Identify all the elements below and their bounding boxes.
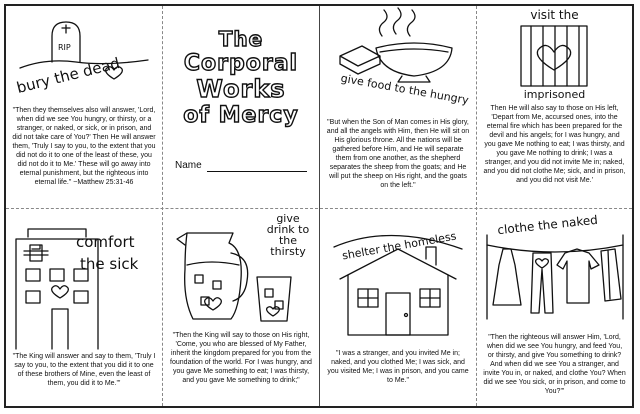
heart-icon: [536, 259, 549, 268]
panel-clothe-naked: [477, 209, 632, 406]
panel-visit-imprisoned: [477, 6, 632, 208]
panel-food-hungry: [320, 6, 476, 208]
panel-heading-bury: bury the dead: [14, 53, 122, 97]
panel-quote-imprisoned: Then He will also say to those on His left, 'Depart from Me, accursed ones, into the eternal fire which has been prepared for the devil and his angels; for I was hungry, and you gave Me nothing to eat; I was thirsty, and you gave Me nothing to drink; I was a stranger, and you did not invite Me in; naked, and you did not clothe Me; sick, and in prison, and you did not visit Me.': [483, 105, 626, 184]
panel-heading-sick-top: comfort: [76, 233, 135, 251]
cover-title-line-3: Works: [196, 75, 286, 103]
cover-title-line-2: Corporal: [183, 51, 299, 76]
jacket-icon: [601, 249, 621, 301]
heart-icon: [52, 286, 69, 298]
tombstone-illustration: [6, 6, 162, 116]
panel-heading-sick-bottom: the sick: [80, 255, 139, 273]
bread-bowl-illustration: [320, 6, 476, 106]
panel-heading-drink-line-3: the: [278, 234, 298, 247]
heart-icon: [205, 298, 222, 310]
panel-heading-shelter: shelter the homeless: [341, 229, 458, 263]
bread-icon: [340, 46, 380, 74]
panel-heading-drink-line-4: thirsty: [270, 245, 306, 258]
panel-shelter-homeless: [320, 209, 476, 406]
name-write-line[interactable]: [207, 171, 307, 172]
panel-heading-clothe: clothe the naked: [496, 212, 599, 238]
panel-heading-drink: [259, 213, 317, 257]
panel-bury-the-dead: [6, 6, 162, 208]
cover-title-line-1: The: [218, 27, 264, 51]
heart-icon: [267, 307, 280, 316]
name-label: Name: [175, 160, 202, 171]
clothesline-illustration: [477, 209, 632, 329]
panel-quote-clothe: "Then the righteous will answer Him, 'Lord, when did we see You hungry, and feed You, or thirsty, and give You something to drink? And when did we see You a stranger, and invite You in, or naked, and clothe You? When did we see You sick, or in prison, and come to You?'": [483, 334, 626, 395]
tombstone-text: RIP: [58, 43, 71, 52]
panel-quote-bury: "Then they themselves also will answer, 'Lord, when did we see You hungry, or thirsty, or a stranger, or naked, or sick, or in prison, and did not take care of You?' Then He will answer them, 'Truly I say to you, to the extent that you did not do it to one of the least of these, you did not do it to Me.' These will go away into eternal punishment, but the righteous into eternal life." ~Matthew 25:31-46: [12, 107, 156, 186]
prison-bars-illustration: [477, 6, 632, 96]
panel-quote-drink: "Then the King will say to those on His right, 'Come, you who are blessed of My Father, inherit the kingdom prepared for you from the foundation of the world. For I was hungry, and you gave Me something to eat; I was thirsty, and you gave Me something to drink;": [170, 332, 312, 384]
panel-drink-thirsty: [163, 209, 319, 406]
panel-heading-food: give food to the hungry: [339, 71, 470, 107]
bowl-icon: [376, 43, 452, 76]
printable-booklet-sheet: [4, 4, 634, 408]
cover-title: [163, 28, 319, 128]
panel-quote-food: "But when the Son of Man comes in His glory, and all the angels with Him, then He will sit on His glorious throne. All the nations will be gathered before Him, and He will separate them from one another, as the shepherd separates the sheep from the goats; and He will put the sheep on His right, and the goats on the left.": [326, 119, 470, 189]
panel-quote-shelter: "I was a stranger, and you invited Me in; naked, and you clothed Me; I was sick, and you visited Me; I was in prison, and you came to Me.": [327, 350, 469, 384]
panel-heading-imprisoned-top: visit the: [530, 8, 579, 22]
panel-cover: [163, 6, 319, 208]
heart-icon: [537, 45, 570, 70]
panel-heading-imprisoned-bottom: imprisoned: [523, 88, 586, 101]
glass-icon: [257, 277, 291, 321]
cover-title-line-4: of Mercy: [183, 103, 299, 128]
panel-quote-sick: "The King will answer and say to them, 'Truly I say to you, to the extent that you did it to one of these brothers of Mine, even the least of them, you did it to Me.'": [12, 353, 156, 387]
house-illustration: [320, 209, 476, 339]
panel-comfort-sick: [6, 209, 162, 406]
panel-heading-drink-line-2: drink to: [266, 223, 310, 236]
shirt-icon: [557, 249, 599, 303]
dress-icon: [493, 249, 521, 305]
hospital-illustration: [6, 209, 162, 349]
pants-icon: [531, 253, 553, 313]
pitcher-icon: [185, 233, 242, 319]
panel-heading-drink-line-1: give: [276, 212, 300, 225]
